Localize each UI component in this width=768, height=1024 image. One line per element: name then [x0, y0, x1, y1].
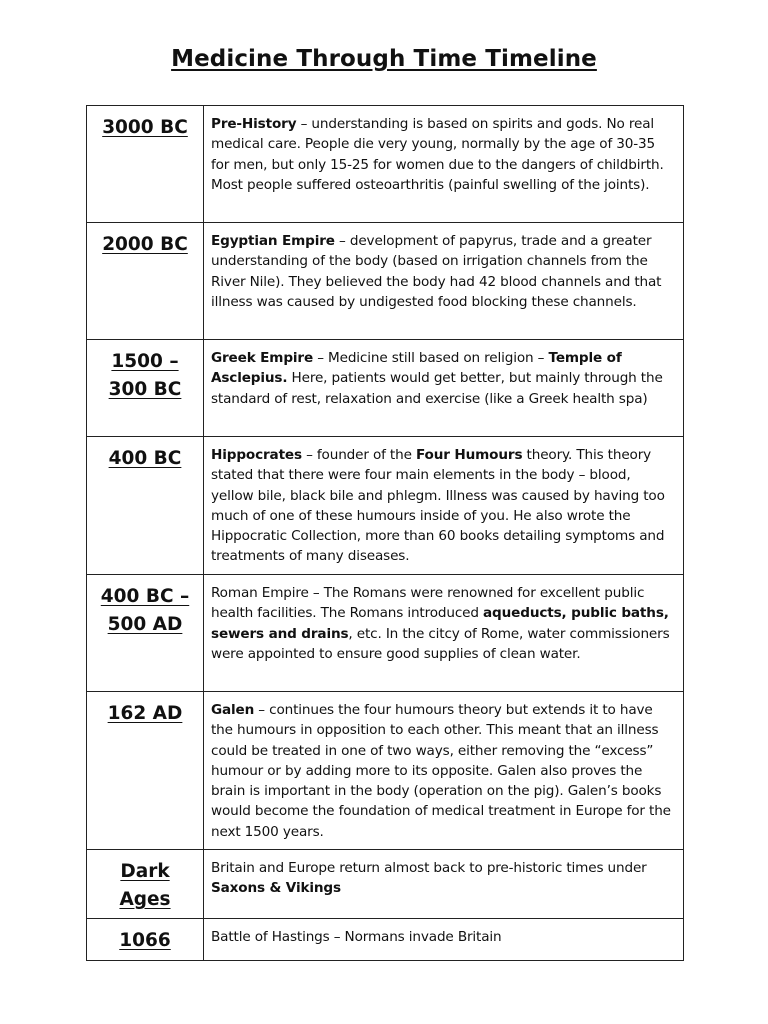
date-cell [87, 692, 204, 850]
description-cell [204, 437, 684, 575]
timeline-body [87, 106, 684, 961]
text-segment: Here, patients would get better, but mainly through the standard of rest, relaxation and exercise (like a Greek health spa) [211, 370, 663, 407]
date-cell [87, 223, 204, 340]
date-cell [87, 340, 204, 437]
text-segment: , etc. In the citcy of Rome, water commissioners were appointed to ensure good supplies of clean water. [211, 625, 670, 662]
date-cell [87, 919, 204, 961]
timeline-row [87, 850, 684, 919]
description-cell [204, 919, 684, 961]
text-segment: – founder of the [301, 447, 416, 463]
page-title: Medicine Through Time Timeline [171, 46, 597, 72]
bold-text-segment: Greek Empire [211, 350, 314, 366]
timeline-row [87, 437, 684, 575]
date-label: 400 BC [108, 448, 182, 469]
text-segment: – understanding is based on spirits and gods. No real medical care. People die very young, normally by the age of 30-35 for men, but only 15-25 for women due to the dangers of childbirth. Most people suffered osteoarthritis (painful swelling of the joints). [211, 116, 664, 193]
date-cell [87, 575, 204, 692]
event-description [211, 583, 675, 664]
date-label: 162 AD [107, 703, 183, 724]
timeline-row [87, 575, 684, 692]
date-label: Dark Ages [119, 861, 171, 910]
timeline-table [86, 105, 684, 961]
description-cell [204, 340, 684, 437]
bold-text-segment: aqueducts, public baths, sewers and drains [211, 605, 669, 642]
bold-text-segment: Pre-History [211, 116, 297, 132]
text-segment: – development of papyrus, trade and a greater understanding of the body (based on irrigation channels from the River Nile). They believed the body had 42 blood channels and that illness was caused by undigested food blocking these channels. [211, 233, 662, 310]
date-label: 1066 [119, 930, 171, 951]
event-description [211, 114, 675, 195]
date-label: 2000 BC [102, 234, 188, 255]
text-segment: – continues the four humours theory but extends it to have the humours in opposition to each other. This meant that an illness could be treated in one of two ways, either removing the “excess” humour or by adding more to its opposite. Galen also proves the brain is important in the body (operation on the pig). Galen’s books would become the foundation of medical treatment in Europe for the next 1500 years. [211, 702, 671, 840]
text-segment: Roman Empire – The Romans were renowned for excellent public health facilities. The Romans introduced [211, 585, 645, 622]
date-label: 400 BC – 500 AD [100, 586, 190, 635]
timeline-row [87, 106, 684, 223]
date-label: 1500 – 300 BC [108, 351, 182, 400]
date-cell [87, 106, 204, 223]
bold-text-segment: Temple of Asclepius. [211, 350, 622, 387]
timeline-row [87, 919, 684, 961]
date-cell [87, 437, 204, 575]
description-cell [204, 692, 684, 850]
event-description [211, 348, 675, 409]
bold-text-segment: Egyptian Empire [211, 233, 335, 249]
description-cell [204, 575, 684, 692]
event-description [211, 927, 675, 947]
text-segment: theory. This theory stated that there were four main elements in the body – blood, yellow bile, black bile and phlegm. Illness was caused by having too much of one of these humours inside of you. He also wrote the Hippocratic Collection, more than 60 books detailing symptoms and treatments of many diseases. [211, 447, 665, 565]
event-description [211, 858, 675, 899]
text-segment: – Medicine still based on religion – [313, 350, 549, 366]
text-segment: Battle of Hastings – Normans invade Britain [211, 929, 502, 945]
date-label: 3000 BC [102, 117, 188, 138]
description-cell [204, 850, 684, 919]
bold-text-segment: Four Humours [415, 447, 523, 463]
date-cell [87, 850, 204, 919]
bold-text-segment: Saxons & Vikings [211, 880, 341, 897]
event-description [211, 445, 675, 567]
event-description [211, 700, 675, 842]
timeline-row [87, 223, 684, 340]
timeline-row [87, 692, 684, 850]
text-segment: Britain and Europe return almost back to pre-historic times under [211, 860, 647, 876]
bold-text-segment: Hippocrates [211, 447, 302, 463]
description-cell [204, 106, 684, 223]
timeline-row [87, 340, 684, 437]
event-description [211, 231, 675, 312]
description-cell [204, 223, 684, 340]
bold-text-segment: Galen [211, 702, 255, 718]
